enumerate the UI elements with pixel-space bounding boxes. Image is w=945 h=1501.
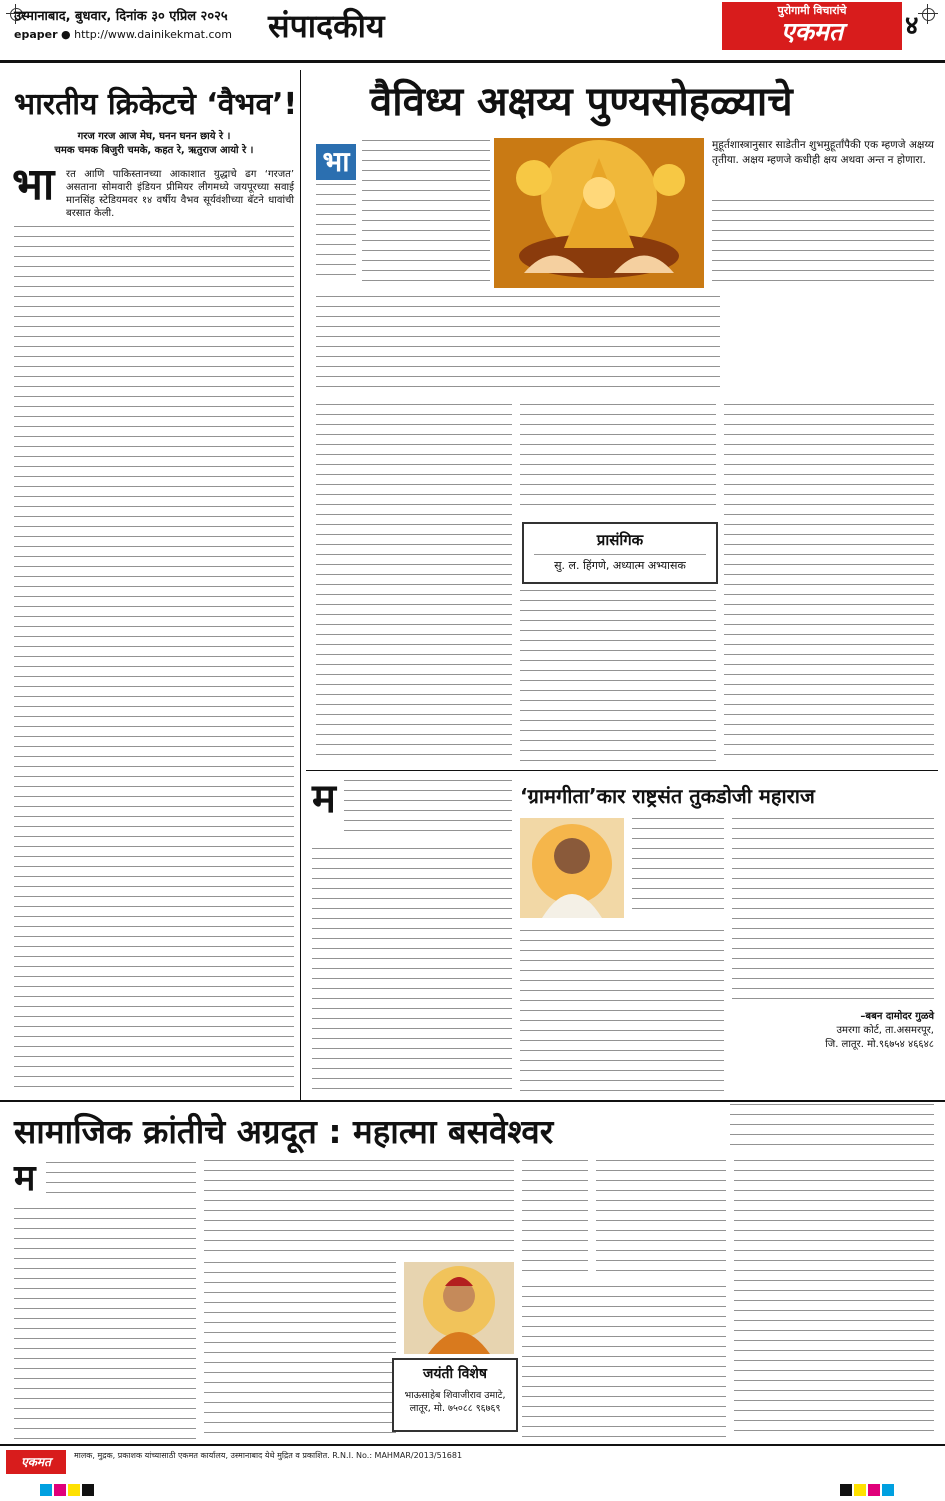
section-divider <box>0 1100 945 1102</box>
gramgeeta-author: –बबन दामोदर गुळवे <box>860 1011 934 1022</box>
epigraph-line: गरज गरज आज मेघ, घनन घनन छाये रे । <box>77 131 231 142</box>
basaveshwar-headline: सामाजिक क्रांतीचे अग्रदूत : महात्मा बसवेश्वर <box>14 1112 554 1151</box>
gramgeeta-body-text <box>520 930 724 1098</box>
feature-body-text <box>316 296 720 396</box>
gramgeeta-author-block <box>732 1010 934 1052</box>
feature-body-text <box>316 184 356 284</box>
epaper-url[interactable]: http://www.dainikekmat.com <box>74 28 232 41</box>
basaveshwar-body-text <box>596 1160 726 1280</box>
cyan-swatch <box>40 1484 52 1496</box>
cyan-swatch <box>882 1484 894 1496</box>
basaveshwar-body-text <box>730 1104 934 1152</box>
feature-body-text <box>316 404 512 764</box>
masthead-tagline: पुरोगामी विचारांचे <box>777 4 847 17</box>
color-swatches <box>40 1484 96 1496</box>
editorial-body-text <box>14 226 294 1096</box>
registration-mark <box>918 4 938 24</box>
feature-body-text <box>520 404 716 514</box>
feature-lead: मुहूर्तशास्त्रानुसार साडेतीन शुभमुहूर्तांपैकी एक म्हणजे अक्षय्य तृतीया. अक्षय म्हणजे कधीही क्षय अथवा अन्त न होणारा. <box>712 139 934 166</box>
prasangik-box <box>522 522 718 584</box>
column-label: जयंती विशेष <box>422 1366 487 1382</box>
masthead-name: एकमत <box>780 17 844 46</box>
black-swatch <box>82 1484 94 1496</box>
feature-body-text <box>362 140 490 290</box>
color-swatches <box>840 1484 896 1496</box>
footer <box>0 1444 945 1482</box>
feature-body-text <box>724 404 934 764</box>
gramgeeta-body-text <box>312 848 512 1098</box>
basaveshwar-body-text <box>46 1162 196 1202</box>
epaper-link[interactable]: epaper ● http://www.dainikekmat.com <box>14 28 232 41</box>
footer-logo: एकमत <box>6 1450 66 1474</box>
editorial-lead: रत आणि पाकिस्तानच्या आकाशात युद्धाचे ढग ‘गरजत’ असताना सोमवारी इंडियन प्रीमियर लीगमध्ये जयपूरच्या सवाई मानसिंह स्टेडियमवर १४ वर्षीय वैभव सूर्यवंशीच्या बॅटने धावांची बरसात केली. <box>66 169 294 219</box>
gramgeeta-dropcap: म <box>312 776 336 822</box>
black-swatch <box>840 1484 852 1496</box>
feature-headline: वैविध्य अक्षय्य पुण्यसोहळ्याचे <box>370 79 793 125</box>
page-number: ४ <box>905 11 919 41</box>
feature-body-text <box>520 590 716 764</box>
basaveshwar-body-text <box>204 1160 514 1256</box>
section-divider <box>306 770 938 771</box>
feature-dropcap: भा <box>316 144 356 180</box>
column-label: प्रासंगिक <box>596 531 644 549</box>
section-title: संपादकीय <box>268 7 385 45</box>
epigraph-line: चमक चमक बिजुरी चमके, कहत रे, ऋतुराज आयो रे । <box>54 145 254 156</box>
tukdoji-portrait <box>520 818 624 918</box>
dateline: उस्मानाबाद, बुधवार, दिनांक ३० एप्रिल २०२५ <box>14 9 228 24</box>
header-rule <box>0 60 945 63</box>
basaveshwar-dropcap: म <box>14 1158 36 1199</box>
basaveshwar-body-text <box>522 1160 588 1280</box>
basaveshwar-body-text <box>204 1262 396 1440</box>
feature-image <box>494 138 704 288</box>
gramgeeta-headline: ‘ग्रामगीता’कार राष्ट्रसंत तुकडोजी महाराज <box>520 784 815 808</box>
gramgeeta-body-text <box>732 818 934 1004</box>
masthead <box>722 2 902 50</box>
basaveshwar-body-text <box>734 1160 934 1440</box>
feature-body-text <box>712 200 934 290</box>
byline: सु. ल. हिंगणे, अध्यात्म अभ्यासक <box>534 554 706 573</box>
gramgeeta-body-text <box>632 818 724 910</box>
basaveshwar-body-text <box>14 1208 196 1440</box>
author-address: लातूर, मो. ७५०८८ ९६७६९ <box>409 1403 501 1414</box>
author-address: जि. लातूर. मो.९६७५४ ४६६४८ <box>825 1039 934 1050</box>
jayanti-box <box>392 1358 518 1432</box>
author-address: उमरगा कोर्ट, ता.असमरपूर, <box>836 1025 934 1036</box>
basaveshwar-author: भाऊसाहेब शिवाजीराव उमाटे, <box>404 1390 506 1401</box>
epaper-label: epaper <box>14 28 58 41</box>
magenta-swatch <box>54 1484 66 1496</box>
footer-imprint: मालक, मुद्रक, प्रकाशक यांच्यासाठी एकमत कार्यालय, उस्मानाबाद येथे मुद्रित व प्रकाशित. R.N.I. No.: MAHMAR/2013/51681 <box>74 1451 463 1460</box>
basaveshwar-portrait <box>404 1262 514 1354</box>
yellow-swatch <box>68 1484 80 1496</box>
editorial-epigraph <box>14 130 294 158</box>
editorial-headline: भारतीय क्रिकेटचे ‘वैभव’! <box>14 87 298 122</box>
editorial-dropcap: भा <box>12 159 55 210</box>
column-divider <box>300 70 301 1100</box>
magenta-swatch <box>868 1484 880 1496</box>
yellow-swatch <box>854 1484 866 1496</box>
gramgeeta-body-text <box>344 780 512 840</box>
basaveshwar-body-text <box>522 1286 726 1440</box>
